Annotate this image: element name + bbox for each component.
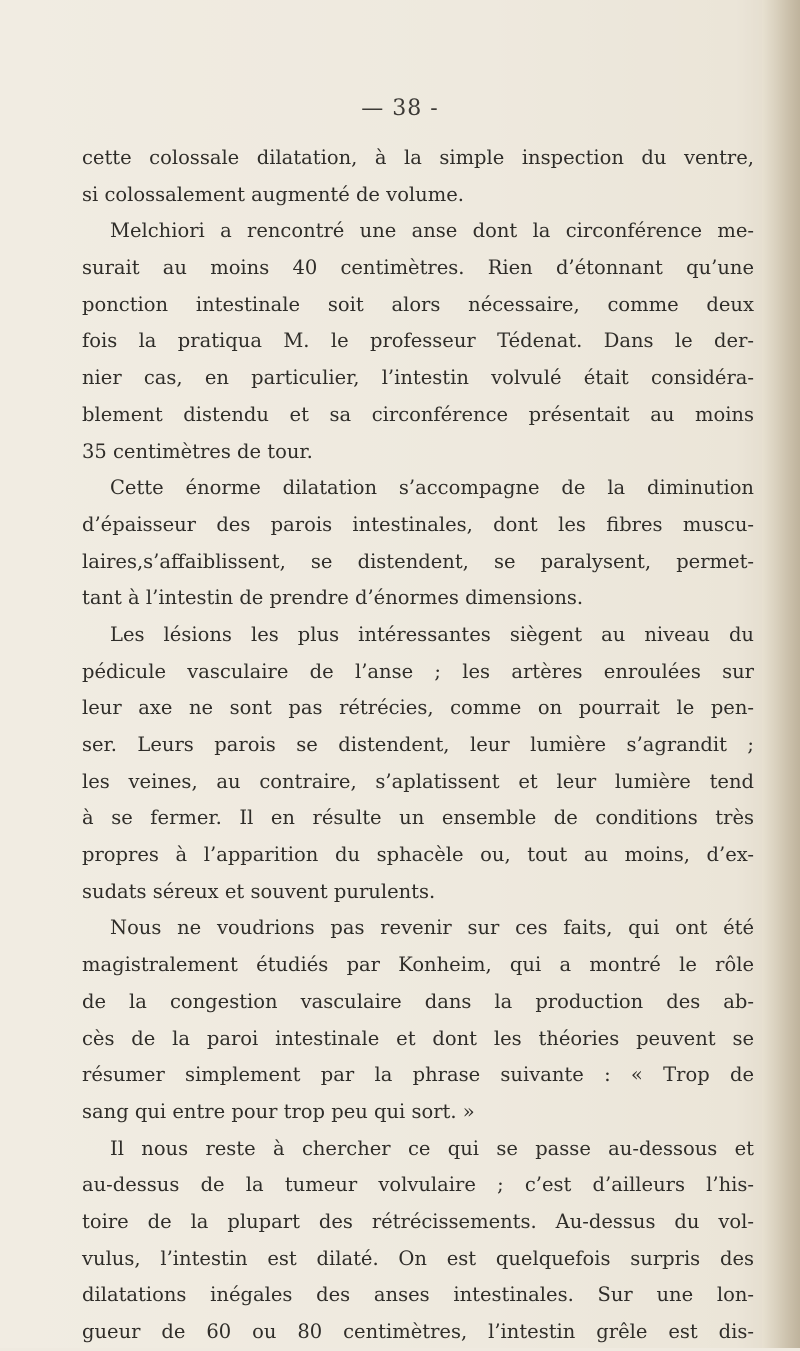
- text-line: toire de la plupart des rétrécissements. Au-dessus du vol-: [82, 1209, 754, 1233]
- text-line: si colossalement augmenté de volume.: [82, 182, 464, 206]
- text-line: gueur de 60 ou 80 centimètres, l’intestin grêle est dis-: [82, 1320, 754, 1343]
- text-line: sudats séreux et souvent purulents.: [82, 879, 436, 903]
- text-line: Il nous reste à chercher ce qui se passe au-dessous et: [110, 1136, 754, 1160]
- text-line: surait au moins 40 centimètres. Rien d’étonnant qu’une: [82, 256, 754, 280]
- text-line: leur axe ne sont pas rétrécies, comme on pourrait le pen-: [82, 696, 754, 720]
- text-line: pédicule vasculaire de l’anse ; les artères enroulées sur: [82, 659, 754, 683]
- page-edge-shadow: [762, 0, 800, 1348]
- text-line: de la congestion vasculaire dans la production des ab-: [82, 989, 754, 1013]
- text-line: laires,s’affaiblissent, se distendent, se paralysent, permet-: [82, 549, 754, 573]
- text-line: Melchiori a rencontré une anse dont la circonférence me-: [110, 219, 754, 243]
- text-line: Les lésions les plus intéressantes siègent au niveau du: [110, 622, 754, 646]
- text-line: magistralement étudiés par Konheim, qui a montré le rôle: [82, 953, 754, 977]
- page-number: — 38 -: [361, 96, 439, 121]
- text-line: tant à l’intestin de prendre d’énormes dimensions.: [82, 586, 584, 610]
- text-line: vulus, l’intestin est dilaté. On est quelquefois surpris des: [82, 1246, 754, 1270]
- body-text: [82, 140, 754, 1351]
- text-line: à se fermer. Il en résulte un ensemble de conditions très: [82, 806, 754, 830]
- text-line: nier cas, en particulier, l’intestin volvulé était considéra-: [82, 366, 754, 390]
- text-line: Nous ne voudrions pas revenir sur ces faits, qui ont été: [110, 916, 754, 940]
- text-line: cette colossale dilatation, à la simple inspection du ventre,: [82, 146, 754, 169]
- text-line: au-dessus de la tumeur volvulaire ; c’est d’ailleurs l’his-: [82, 1173, 754, 1197]
- text-line: ponction intestinale soit alors nécessaire, comme deux: [82, 292, 754, 316]
- text-line: 35 centimètres de tour.: [82, 439, 313, 463]
- text-line: d’épaisseur des parois intestinales, dont les fibres muscu-: [82, 512, 754, 536]
- text-line: blement distendu et sa circonférence présentait au moins: [82, 402, 754, 426]
- text-line: fois la pratiqua M. le professeur Tédenat. Dans le der-: [82, 329, 754, 353]
- text-line: résumer simplement par la phrase suivante : « Trop de: [82, 1063, 754, 1087]
- text-line: propres à l’apparition du sphacèle ou, tout au moins, d’ex-: [82, 843, 754, 867]
- text-line: ser. Leurs parois se distendent, leur lumière s’agrandit ;: [82, 733, 754, 756]
- text-line: dilatations inégales des anses intestinales. Sur une lon-: [82, 1283, 754, 1307]
- text-line: les veines, au contraire, s’aplatissent et leur lumière tend: [82, 769, 754, 793]
- text-line: Cette énorme dilatation s’accompagne de la diminution: [110, 476, 754, 500]
- text-line: sang qui entre pour trop peu qui sort. »: [82, 1099, 475, 1123]
- text-line: cès de la paroi intestinale et dont les théories peuvent se: [82, 1026, 754, 1050]
